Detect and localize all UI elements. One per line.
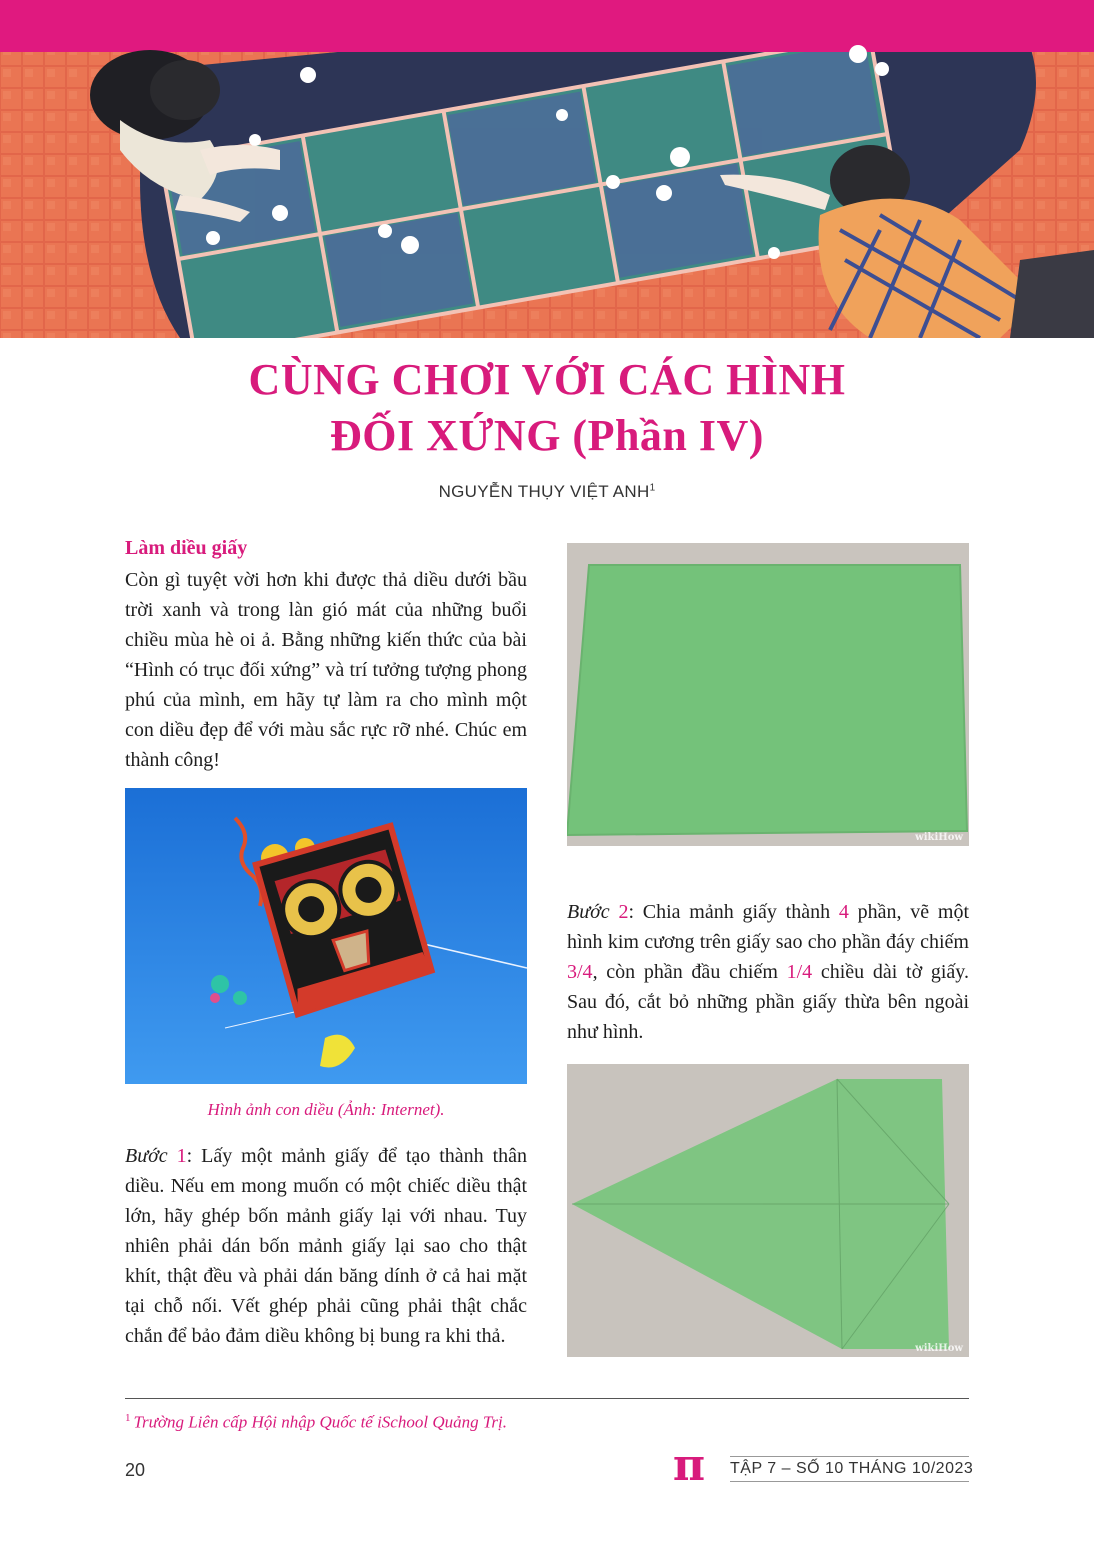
kite-caption: Hình ảnh con diều (Ảnh: Internet). [207,1100,445,1119]
step-2-number: 2 [618,901,629,923]
step-2-text-d: chiều dài tờ giấy. Sau đó, cắt bỏ những phần giấy thừa bên ngoài như hình. [567,961,969,1043]
footnote-marker: 1 [125,1412,131,1424]
step-2-parts: 4 [838,901,849,923]
author-byline [0,482,1094,502]
title-line-2: ĐỐI XỨNG (Phần IV) [330,411,764,460]
left-column [125,535,527,775]
section-heading: Làm diều giấy [125,537,248,559]
watermark-2: wikiHow [915,1343,963,1354]
issue-label: TẬP 7 – SỐ 10 THÁNG 10/2023 [730,1460,974,1477]
footnote-divider [125,1398,969,1399]
page-number: 20 [125,1460,146,1480]
hopscotch-illustration [0,0,1094,338]
article-title [0,352,1094,464]
step-1-paragraph [125,1141,527,1351]
step-1-label: Bước [125,1145,168,1167]
author-name: NGUYỄN THỤY VIỆT ANH [438,482,650,501]
step-2-top-fraction: 1/4 [786,961,813,983]
footnote [125,1412,969,1433]
green-paper-photo [567,543,969,846]
diamond-paper-photo [567,1064,969,1357]
step-2-label: Bước [567,901,610,923]
issue-rule-top [730,1456,969,1457]
footnote-text: Trường Liên cấp Hội nhập Quốc tế iSchool Quảng Trị. [133,1412,507,1432]
diamond-paper-image [567,1064,969,1357]
step-2-text-b: phần, vẽ một hình kim cương trên giấy sao cho phần đáy chiếm [567,901,970,953]
watermark: wikiHow [915,832,963,843]
issue-rule-bottom [730,1481,969,1482]
intro-paragraph: Còn gì tuyệt vời hơn khi được thả diều dưới bầu trời xanh và trong làn gió mát của những buổi chiều mùa hè oi ả. Bằng những kiến thức của bài “Hình có trục đối xứng” và trí tưởng tượng phong phú của mình, em hãy tự làm ra cho mình một con diều đẹp để với màu sắc rực rỡ nhé. Chúc em thành công! [125,569,527,771]
step-2-text-c: , còn phần đầu chiếm [592,961,787,983]
title-line-1: CÙNG CHƠI VỚI CÁC HÌNH [248,355,846,404]
step-2-bottom-fraction: 3/4 [567,961,593,983]
pi-logo-symbol: π [672,1442,706,1488]
kite-photo [125,788,527,1084]
author-note-marker: 1 [649,482,656,494]
step-1-number: 1 [176,1145,187,1167]
pi-logo-icon [666,1442,712,1488]
green-paper-image [567,543,969,846]
header-illustration [0,0,1094,338]
step-1-text: : Lấy một mảnh giấy để tạo thành thân diều. Nếu em mong muốn có một chiếc diều thật lớn, hãy ghép bốn mảnh giấy lại với nhau. Tuy nhiên phải dán bốn mảnh giấy lại sao cho thật khít, thật đều và phải dán băng dính ở cả hai mặt tại chỗ nối. Vết ghép phải cũng phải thật chắc chắn để bảo đảm diều không bị bung ra khi thả. [125,1145,528,1347]
step-2-text-a: : Chia mảnh giấy thành [628,901,839,923]
kite-image [125,788,527,1084]
step-2-paragraph [567,897,969,1047]
